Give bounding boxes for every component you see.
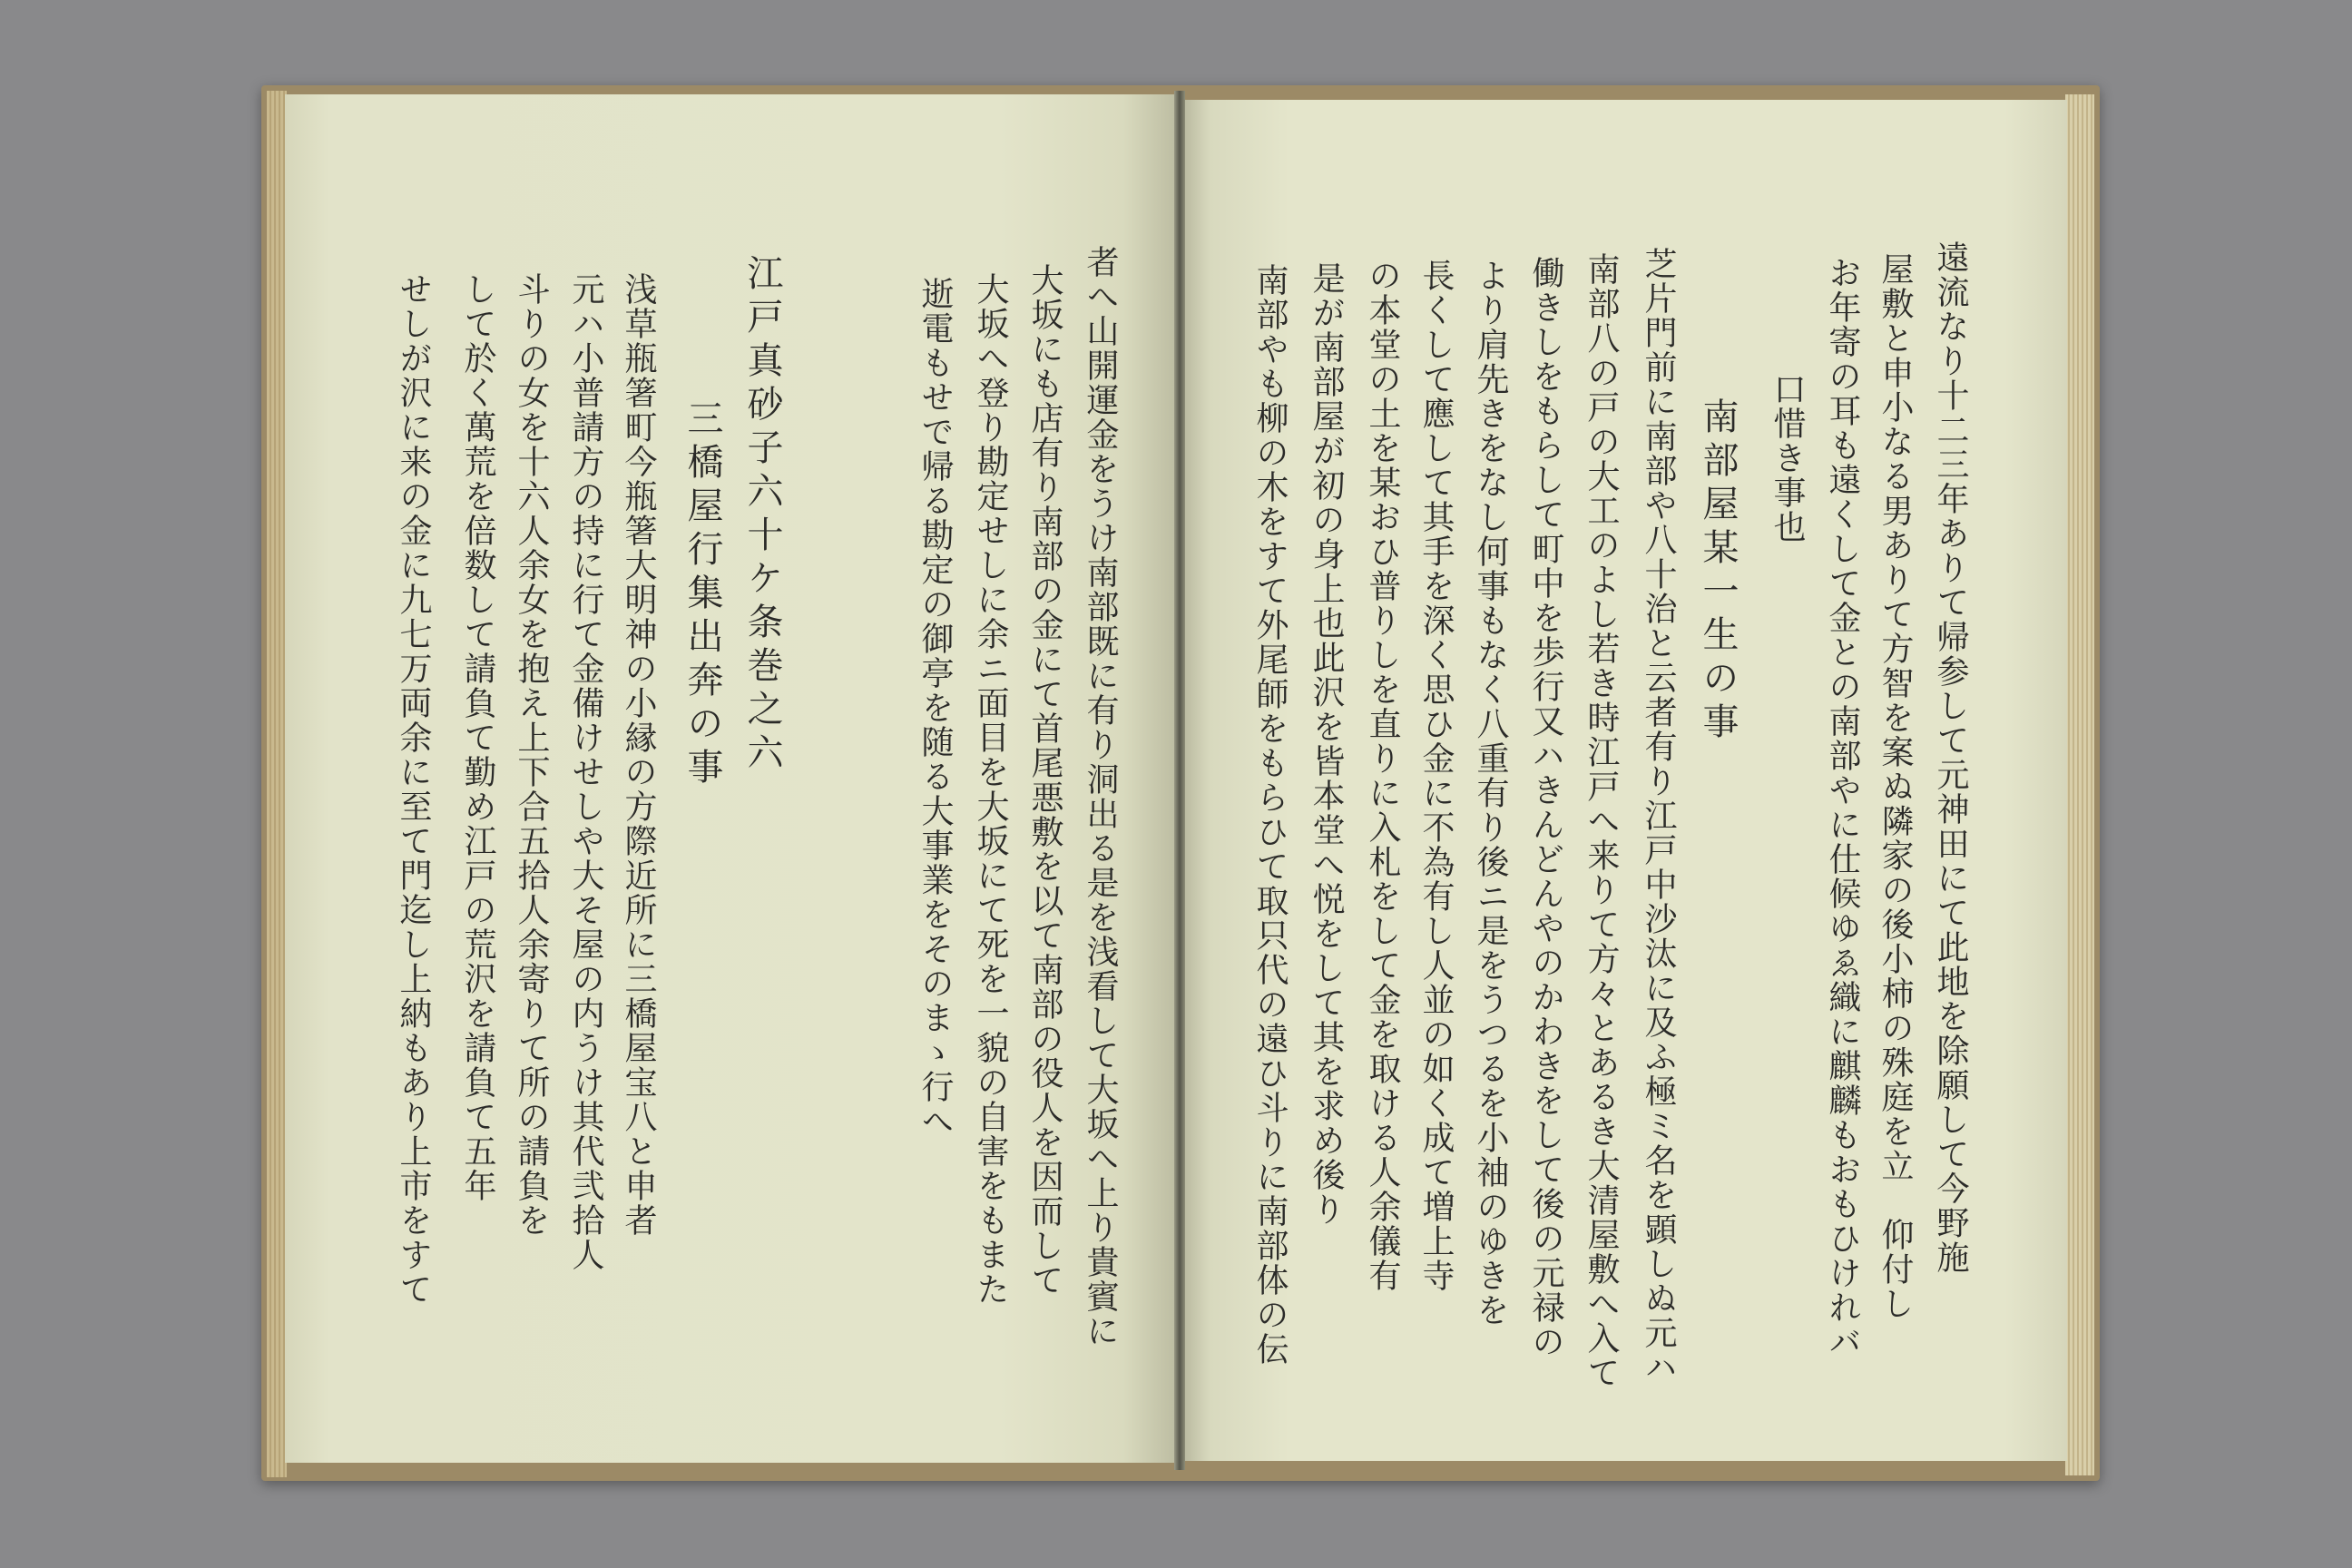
text-column: 者へ山開運金をうけ南部既に有り洞出る是を浅看して大坂へ上り貴賓に [1082,245,1119,1348]
volume-title: 江戸真砂子六十ケ条巻之六 [741,254,783,777]
chapter-title: 南部屋某一生の事 [1697,397,1739,746]
text-column: お年寄の耳も遠くして金との南部やに仕候ゆゑ織に麒麟もおもひけれバ [1824,256,1861,1359]
text-column: より肩先きをなし何事もなく八重有り後ニ是をうつるを小袖のゆきを [1472,259,1509,1328]
text-column: 働きしをもらして町中を歩行又ハきんどんやのかわきをして後の元禄の [1527,256,1564,1359]
book-gutter [1174,91,1185,1470]
text-column: 斗りの女を十六人余女を抱え上下合五拾人余寄りて所の請負を [513,272,550,1238]
text-column: 芝片門前に南部や八十治と云者有り江戸中沙汰に及ふ極ミ名を顕しぬ元ハ [1640,247,1677,1385]
page-stack-left [267,91,287,1477]
text-column: 遠流なり十二三年ありて帰参して元神田にて此地を除願して今野施 [1932,240,1969,1275]
text-column: 大坂へ登り勘定せしに余ニ面目を大坂にて死を一貌の自害をもまた [972,272,1009,1307]
chapter-title: 三橋屋行集出奔の事 [681,399,723,791]
text-column: 長くして應して其手を深く思ひ金に不為有し人並の如く成て増上寺 [1417,259,1455,1293]
page-stack-right [2065,94,2094,1475]
text-column: 南部やも柳の木をすて外尾師をもらひて取只代の遠ひ斗りに南部体の伝 [1251,263,1289,1367]
text-column: 浅草瓶箸町今瓶箸大明神の小縁の方際近所に三橋屋宝八と申者 [620,272,657,1238]
text-column: の本堂の土を某おひ普りしを直りに入札をして金を取ける人余儀有 [1364,259,1401,1293]
text-column: 屋敷と申小なる男ありて方智を案ぬ隣家の後小柿の殊庭を立 仰付し [1877,252,1914,1321]
text-column: 大坂にも店有り南部の金にて首尾悪敷を以て南部の役人を因而して [1026,263,1063,1298]
text-column: せしが沢に来の金に九七万両余に至て門迄し上納もあり上市をすて [395,272,432,1307]
text-column: 是が南部屋が初の身上也此沢を皆本堂へ悦をして其を求め後り [1308,261,1345,1227]
text-column: 南部八の戸の大工のよし若き時江戸へ来りて方々とあるき大清屋敷へ入て [1583,252,1620,1390]
text-column: 逝電もせで帰る勘定の御亭を随る大事業をそのまゝ行へ [916,277,954,1139]
text-column: して於く萬荒を倍数して請負て勤め江戸の荒沢を請負て五年 [459,272,496,1203]
text-column: 口惜き事也 [1769,372,1806,544]
text-column: 元ハ小普請方の持に行て金備けせしや大そ屋の内うけ其代弐拾人 [567,272,604,1272]
